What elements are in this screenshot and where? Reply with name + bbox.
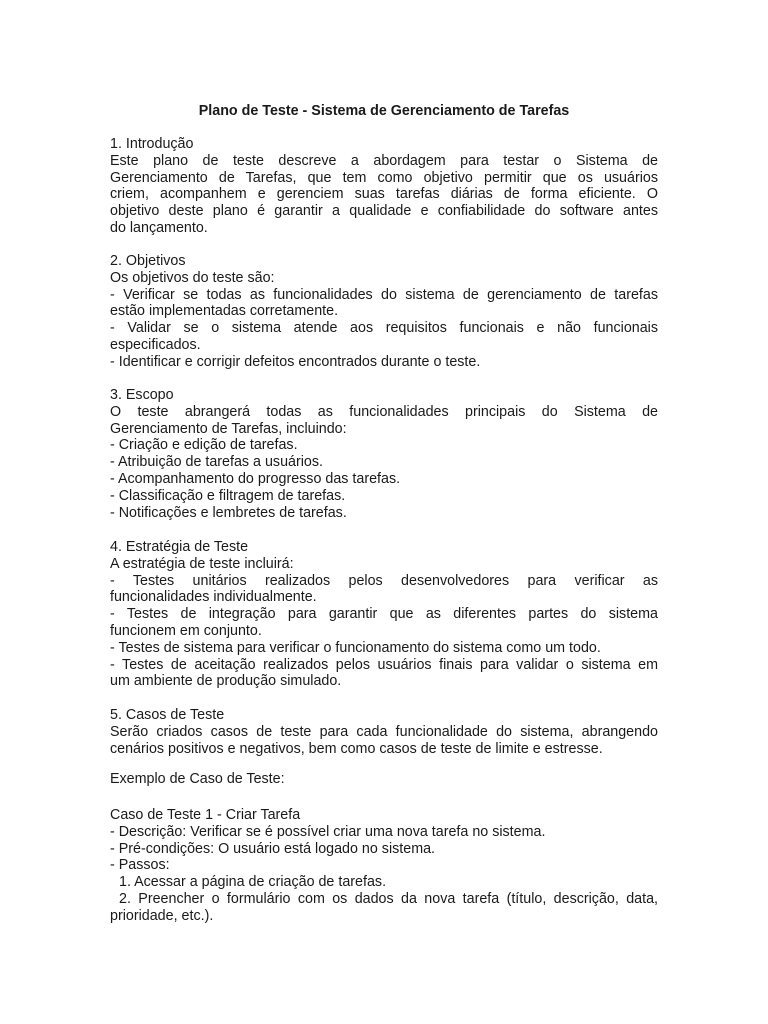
section-objectives (110, 253, 658, 371)
list-item: - Identificar e corrigir defeitos encontrados durante o teste. (110, 353, 481, 370)
paragraph-line: Os objetivos do teste são: (110, 269, 275, 286)
list-item: - Testes de aceitação realizados pelos usuários finais para validar o sistema em (110, 656, 658, 673)
list-item: - Testes de integração para garantir que as diferentes partes do sistema (110, 606, 658, 623)
section-heading: Exemplo de Caso de Teste: (110, 771, 285, 787)
step-item: 2. Preencher o formulário com os dados da nova tarefa (título, descrição, data, (119, 890, 658, 907)
list-item-continuation: funcionem em conjunto. (110, 622, 262, 639)
section-heading: 5. Casos de Teste (110, 707, 225, 723)
list-item: - Verificar se todas as funcionalidades do sistema de gerenciamento de tarefas (110, 286, 658, 303)
section-example (110, 771, 658, 788)
paragraph-line: Gerenciamento de Tarefas, incluindo: (110, 420, 347, 437)
paragraph-line: criem, acompanhem e gerenciem suas tarefas diárias de forma eficiente. O (110, 186, 658, 203)
section-strategy (110, 539, 658, 690)
paragraph-line: Gerenciamento de Tarefas, que tem como objetivo permitir que os usuários (110, 169, 658, 186)
section-introduction (110, 136, 658, 237)
document-title: Plano de Teste - Sistema de Gerenciamento de Tarefas (198, 103, 570, 119)
list-item-continuation: um ambiente de produção simulado. (110, 673, 342, 690)
list-item: - Notificações e lembretes de tarefas. (110, 504, 347, 521)
paragraph-line: A estratégia de teste incluirá: (110, 555, 294, 572)
paragraph-line: O teste abrangerá todas as funcionalidades principais do Sistema de (110, 403, 658, 420)
list-item: - Classificação e filtragem de tarefas. (110, 487, 346, 504)
paragraph-line: cenários positivos e negativos, bem como casos de teste de limite e estresse. (110, 740, 603, 757)
list-item: - Passos: (110, 857, 170, 874)
paragraph-line: objetivo deste plano é garantir a qualidade e confiabilidade do software antes (110, 203, 658, 220)
list-item: - Acompanhamento do progresso das tarefas. (110, 470, 401, 487)
list-item: - Criação e edição de tarefas. (110, 437, 298, 454)
list-item: - Pré-condições: O usuário está logado no sistema. (110, 840, 436, 857)
list-item: - Testes unitários realizados pelos desenvolvedores para verificar as (110, 572, 658, 589)
section-scope (110, 387, 658, 521)
test-case-1 (110, 807, 658, 925)
list-item-continuation: funcionalidades individualmente. (110, 589, 317, 606)
list-item-continuation: especificados. (110, 336, 201, 353)
paragraph-line: Serão criados casos de teste para cada funcionalidade do sistema, abrangendo (110, 723, 658, 740)
step-item: 1. Acessar a página de criação de tarefas. (119, 874, 387, 891)
list-item: - Descrição: Verificar se é possível criar uma nova tarefa no sistema. (110, 823, 546, 840)
section-heading: 4. Estratégia de Teste (110, 539, 249, 555)
list-item: - Testes de sistema para verificar o funcionamento do sistema como um todo. (110, 639, 601, 656)
paragraph-line: do lançamento. (110, 219, 208, 236)
paragraph-line: Este plano de teste descreve a abordagem para testar o Sistema de (110, 152, 658, 169)
section-heading: 1. Introdução (110, 136, 194, 152)
list-item-continuation: estão implementadas corretamente. (110, 303, 339, 320)
list-item: - Atribuição de tarefas a usuários. (110, 454, 323, 471)
section-heading: 3. Escopo (110, 387, 174, 403)
test-case-heading: Caso de Teste 1 - Criar Tarefa (110, 807, 301, 823)
list-item: - Validar se o sistema atende aos requisitos funcionais e não funcionais (110, 320, 658, 337)
section-test-cases (110, 707, 658, 757)
step-item-continuation: prioridade, etc.). (110, 907, 214, 924)
section-heading: 2. Objetivos (110, 253, 186, 269)
